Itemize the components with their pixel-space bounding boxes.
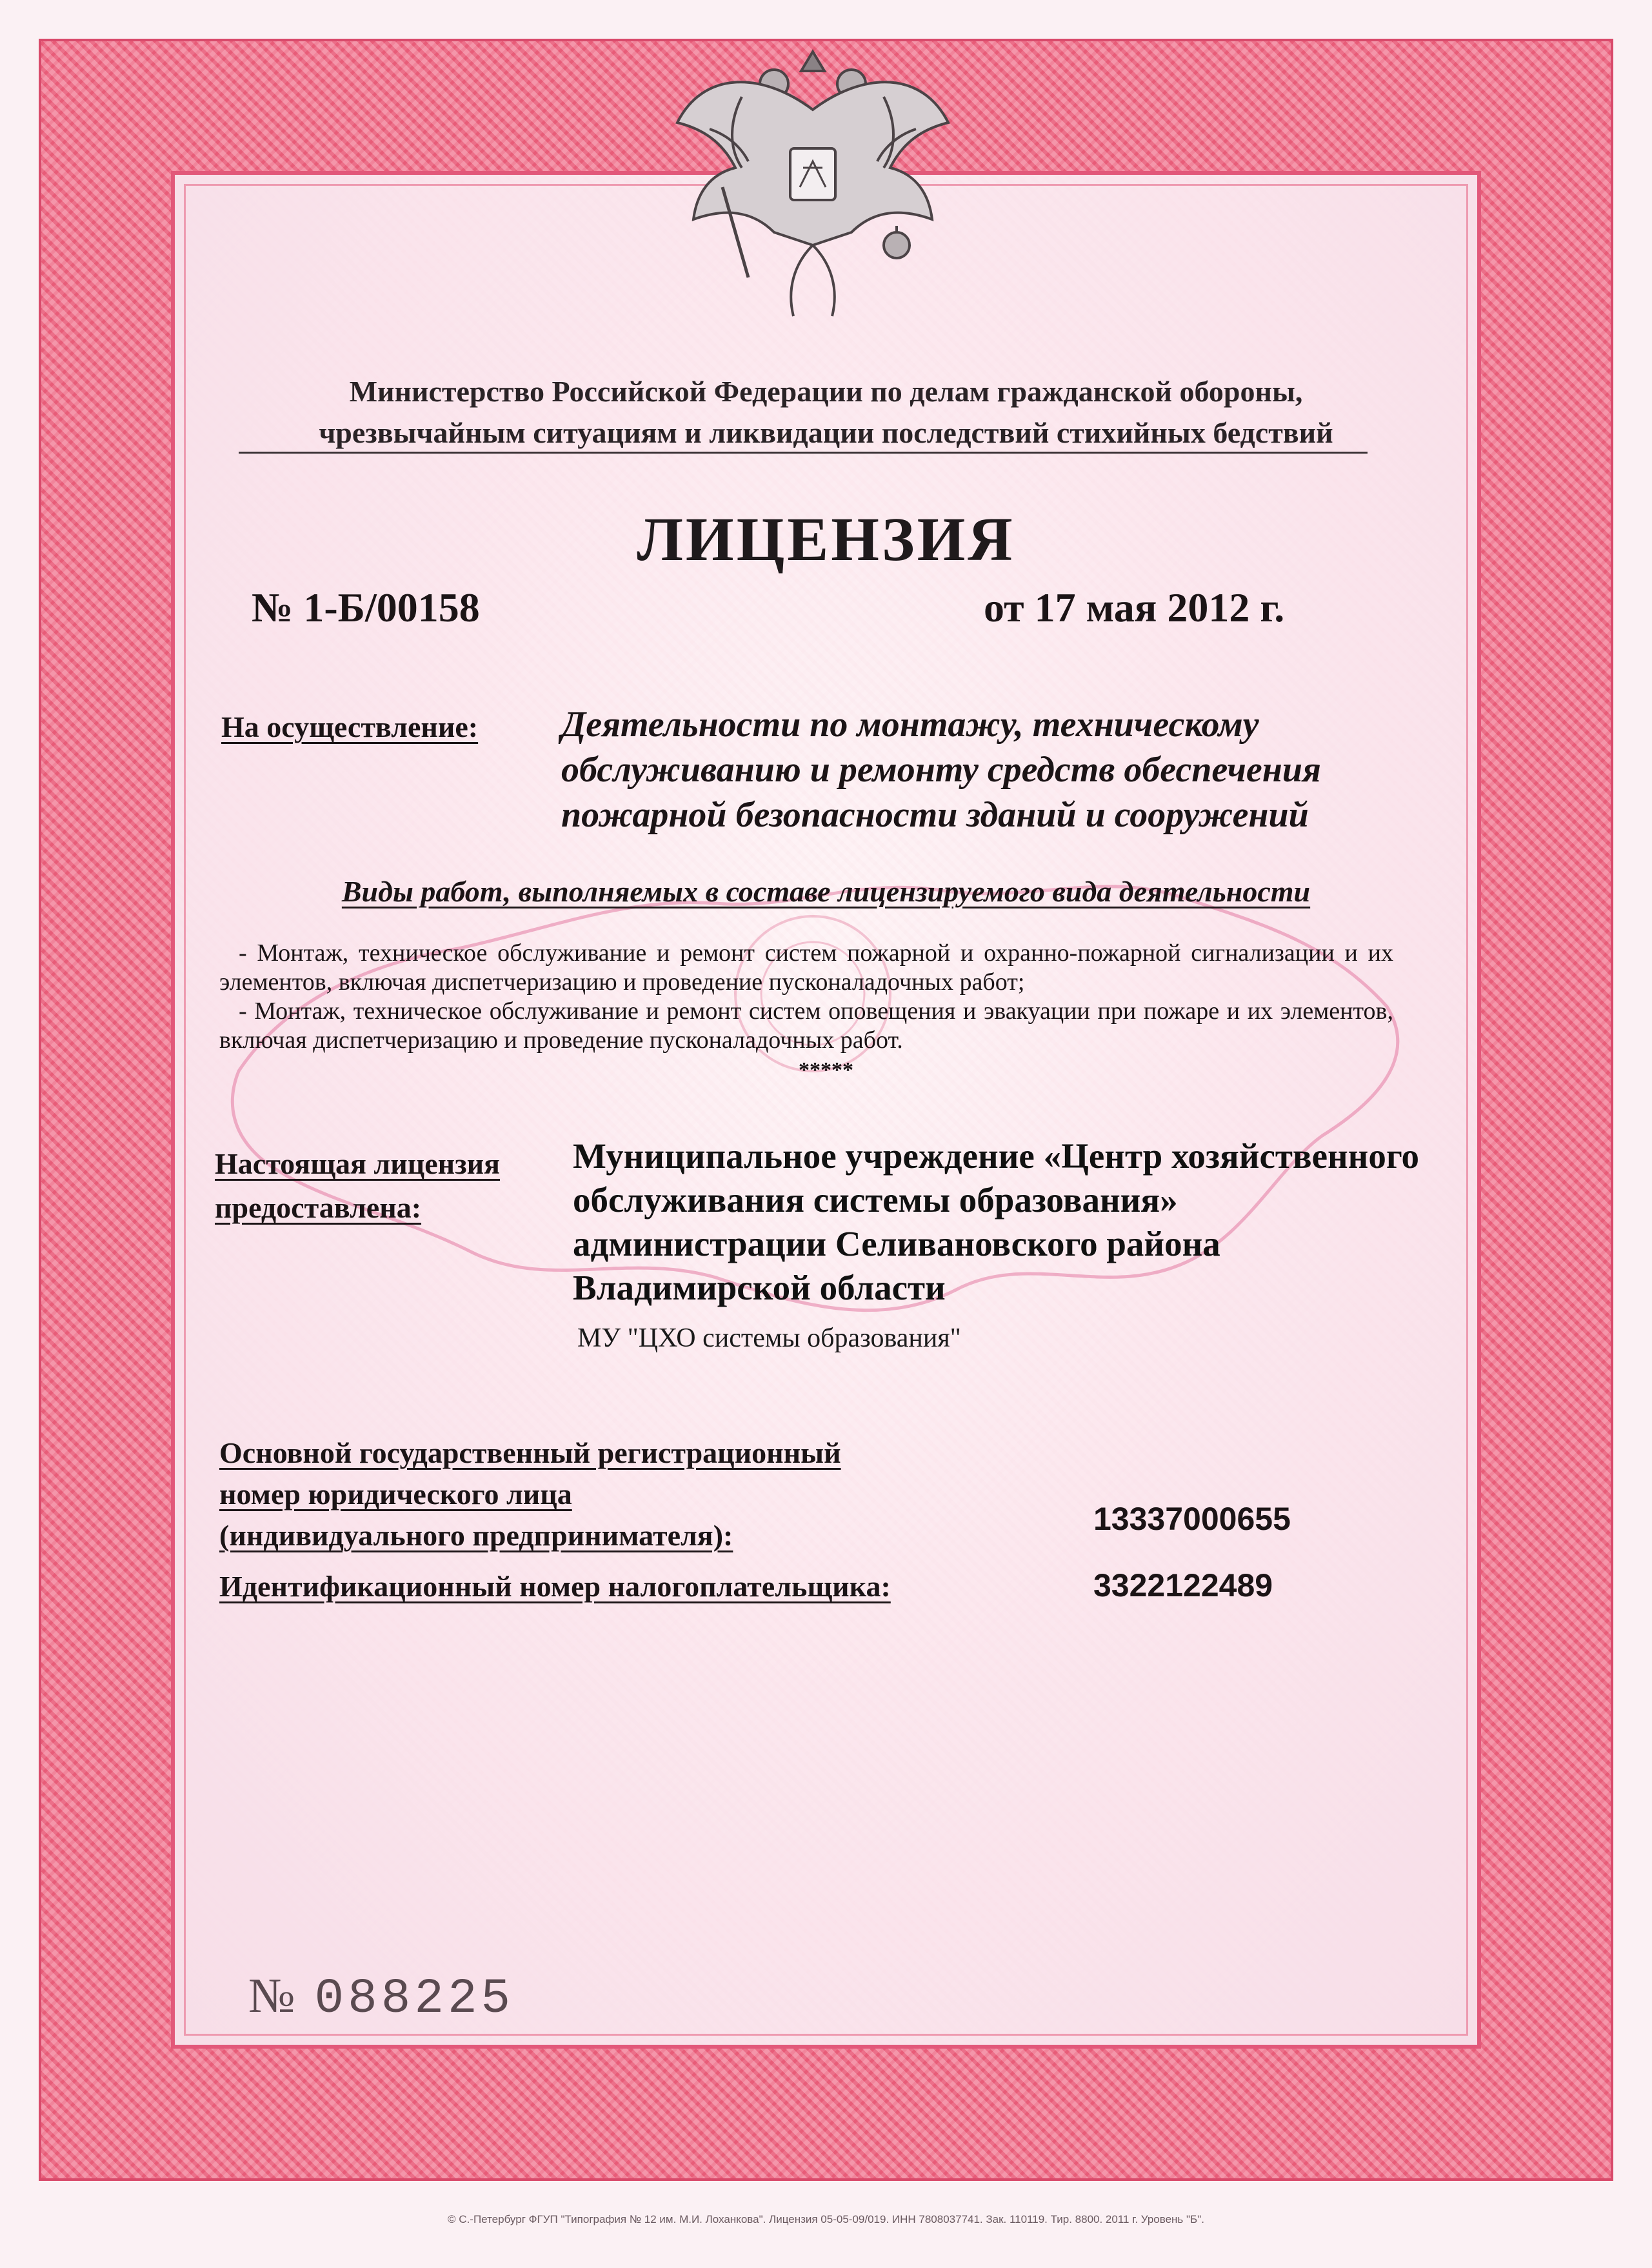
- ogrn-label: [219, 1432, 841, 1556]
- ogrn-label-line-3: (индивидуального предпринимателя):: [219, 1519, 733, 1552]
- ministry-underline: [239, 452, 1368, 454]
- printer-imprint: © С.-Петербург ФГУП "Типография № 12 им. М.И. Лоханкова". Лицензия 05-05-09/019. ИНН 7808037741. Зак. 110119. Тир. 8800. 2011 г. Уровень "Б".: [448, 2213, 1204, 2225]
- form-serial-number: [248, 1968, 514, 2027]
- ogrn-label-line-2: номер юридического лица: [219, 1478, 572, 1510]
- inn-value: 3322122489: [1093, 1567, 1273, 1603]
- works-list: [219, 939, 1393, 1055]
- purpose-text: Деятельности по монтажу, техническому обслуживанию и ремонту средств обеспечения пожарной безопасности зданий и сооружений: [561, 705, 1321, 835]
- ogrn-value: 13337000655: [1093, 1501, 1291, 1537]
- licensee-label: [215, 1142, 500, 1230]
- section-separator: *****: [799, 1058, 853, 1082]
- licensee-name: Муниципальное учреждение «Центр хозяйственного обслуживания системы образования» администрации Селивановского района Владимирской области: [573, 1136, 1419, 1307]
- license-date: от 17 мая 2012 г.: [984, 585, 1285, 630]
- coat-of-arms-emblem: [664, 32, 961, 336]
- serial-number: 088225: [314, 1971, 515, 2027]
- document-title: ЛИЦЕНЗИЯ: [637, 505, 1015, 574]
- works-item: - Монтаж, техническое обслуживание и ремонт систем оповещения и эвакуации при пожаре и их элементов, включая диспетчеризацию и проведение пусконаладочных работ.: [219, 998, 1393, 1054]
- ministry-line-1: Министерство Российской Федерации по делам гражданской обороны,: [349, 375, 1303, 408]
- license-number: № 1-Б/00158: [252, 585, 480, 630]
- serial-prefix: №: [248, 1969, 299, 2023]
- ministry-line-2: чрезвычайным ситуациям и ликвидации последствий стихийных бедствий: [319, 416, 1333, 449]
- inn-label: Идентификационный номер налогоплательщика:: [219, 1570, 891, 1603]
- ogrn-label-line-1: Основной государственный регистрационный: [219, 1436, 841, 1469]
- works-item: - Монтаж, техническое обслуживание и ремонт систем пожарной и охранно-пожарной сигнализации и их элементов, включая диспетчеризацию и проведение пусконаладочных работ;: [219, 939, 1393, 996]
- ministry-name: [194, 371, 1458, 454]
- licensee-label-line-1: Настоящая лицензия: [215, 1147, 501, 1180]
- licensee-short-name: МУ "ЦХО системы образования": [577, 1323, 961, 1353]
- purpose-label: На осуществление:: [221, 710, 479, 743]
- works-heading: Виды работ, выполняемых в составе лицензируемого вида деятельности: [341, 875, 1311, 908]
- licensee-label-line-2: предоставлена:: [215, 1191, 422, 1224]
